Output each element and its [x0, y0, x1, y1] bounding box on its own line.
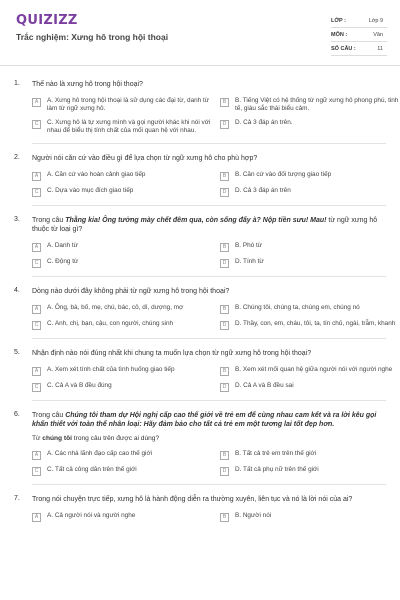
- answer-options: [32, 450, 386, 476]
- answer-option-b[interactable]: [220, 97, 400, 113]
- question-text-before: Trong câu: [32, 412, 66, 419]
- option-text: D. Cả 3 đáp án trên.: [235, 119, 293, 126]
- option-text: C. Động từ: [47, 258, 79, 265]
- question-divider: [32, 143, 386, 144]
- question-3: [0, 216, 400, 277]
- option-letter-box: A: [32, 98, 41, 107]
- question-4: [0, 287, 400, 339]
- option-letter-box: B: [220, 305, 229, 314]
- question-7: [0, 495, 400, 522]
- subprompt-after: trong câu trên được ai dùng?: [71, 435, 160, 442]
- option-text: C. Dựa vào mục đích giao tiếp: [47, 187, 134, 194]
- question-divider: [32, 276, 386, 277]
- question-1: [0, 80, 400, 144]
- question-text: [32, 216, 386, 234]
- option-letter-box: C: [32, 188, 41, 197]
- quizizz-logo: QUIZIZZ: [16, 13, 78, 28]
- option-text: A. Xưng hô trong hội thoại là sử dụng các đại từ, danh từ làm từ ngữ xưng hô.: [47, 97, 210, 112]
- question-number: 6.: [14, 411, 20, 418]
- answer-option-c[interactable]: [32, 320, 212, 330]
- option-text: B. Căn cứ vào đối tượng giao tiếp: [235, 171, 332, 178]
- answer-option-a[interactable]: [32, 171, 212, 181]
- answer-option-b[interactable]: [220, 512, 400, 522]
- option-letter-box: C: [32, 259, 41, 268]
- answer-option-a[interactable]: [32, 366, 212, 376]
- answer-option-a[interactable]: [32, 97, 212, 113]
- option-letter-box: D: [220, 259, 229, 268]
- answer-option-d[interactable]: [220, 187, 400, 197]
- option-letter-box: C: [32, 321, 41, 330]
- question-text: Trong nói chuyện trực tiếp, xưng hô là hành động diễn ra thường xuyên, liên tục và nó là lời nói của ai?: [32, 496, 353, 503]
- option-letter-box: B: [220, 513, 229, 522]
- option-letter-box: B: [220, 243, 229, 252]
- question-subprompt: [32, 435, 386, 442]
- page-title: Trắc nghiệm: Xưng hô trong hội thoại: [16, 32, 169, 42]
- answer-options: [32, 242, 386, 268]
- answer-options: [32, 366, 393, 392]
- option-letter-box: A: [32, 513, 41, 522]
- option-letter-box: C: [32, 120, 41, 129]
- option-text: A. Ông, bà, bố, mẹ, chú, bác, cô, dì, dượng, mợ: [47, 304, 184, 311]
- option-text: B. Người nói: [235, 512, 272, 519]
- option-letter-box: A: [32, 243, 41, 252]
- question-6: [0, 411, 400, 485]
- option-text: A. Cả người nói và người nghe: [47, 512, 136, 519]
- option-letter-box: D: [220, 383, 229, 392]
- answer-option-d[interactable]: [220, 119, 400, 135]
- question-number: 1.: [14, 80, 20, 87]
- question-text: Dòng nào dưới đây không phải từ ngữ xưng hô trong hội thoại?: [32, 288, 230, 295]
- answer-option-d[interactable]: [220, 258, 400, 268]
- answer-options: [32, 512, 386, 522]
- option-text: C. Tất cả công dân trên thế giới: [47, 466, 137, 473]
- question-text: Thế nào là xưng hô trong hội thoại?: [32, 81, 143, 88]
- option-text: B. Chúng tôi, chúng ta, chúng em, chúng nó: [235, 304, 360, 311]
- answer-option-b[interactable]: [220, 366, 400, 376]
- answer-option-b[interactable]: [220, 171, 400, 181]
- meta-row-class: [331, 14, 387, 28]
- option-text: B. Phó từ: [235, 242, 263, 249]
- answer-options: [32, 171, 386, 197]
- question-text: Người nói căn cứ vào điều gì để lựa chọn từ ngữ xưng hô cho phù hợp?: [32, 155, 258, 162]
- option-letter-box: C: [32, 467, 41, 476]
- answer-option-a[interactable]: [32, 304, 212, 314]
- answer-option-d[interactable]: [220, 466, 400, 476]
- option-text: D. Cả A và B đều sai: [235, 382, 294, 389]
- question-number: 2.: [14, 154, 20, 161]
- meta-value: Lớp 9: [368, 17, 383, 24]
- quoted-sentence: Chúng tôi tham dự Hội nghị cấp cao thế giới về trẻ em để cùng nhau cam kết và ra lời kêu gọi khẩn thiết với toàn thể nhân loại: Hãy đảm bảo cho tất cả trẻ em một tương lai tốt đẹp hơn.: [32, 412, 377, 428]
- meta-label: MÔN :: [331, 31, 348, 38]
- option-text: C. Cả A và B đều đúng: [47, 382, 112, 389]
- question-number: 5.: [14, 349, 20, 356]
- option-text: C. Anh, chị, bạn, cậu, con người, chúng sinh: [47, 320, 174, 327]
- question-text: [32, 411, 386, 429]
- option-text: C. Xưng hô là tự xưng mình và gọi người khác khi nói với nhau để biểu thị tính chất của mối quan hệ với nhau.: [47, 119, 211, 134]
- worksheet-header: [0, 0, 400, 66]
- question-number: 7.: [14, 495, 20, 502]
- option-letter-box: D: [220, 467, 229, 476]
- answer-option-c[interactable]: [32, 258, 212, 268]
- question-list: [0, 66, 400, 522]
- answer-option-d[interactable]: [220, 382, 400, 392]
- question-text-after: từ ngữ xưng hô thuộc từ loại gì?: [32, 217, 378, 233]
- option-letter-box: D: [220, 188, 229, 197]
- meta-value: Văn: [373, 31, 383, 38]
- option-text: B. Xem xét mối quan hệ giữa người nói với người nghe: [235, 366, 393, 373]
- meta-row-subject: [331, 28, 387, 42]
- answer-options: [32, 304, 396, 330]
- option-letter-box: A: [32, 305, 41, 314]
- option-letter-box: A: [32, 451, 41, 460]
- question-divider: [32, 484, 386, 485]
- question-divider: [32, 205, 386, 206]
- option-text: D. Thầy, con, em, cháu, tôi, ta, tín chủ, ngài, trẫm, khanh: [235, 320, 396, 327]
- question-number: 3.: [14, 216, 20, 223]
- question-divider: [32, 338, 386, 339]
- answer-option-d[interactable]: [220, 320, 400, 330]
- option-letter-box: A: [32, 172, 41, 181]
- option-text: D. Cả 3 đáp án trên: [235, 187, 291, 194]
- answer-option-a[interactable]: [32, 242, 212, 252]
- question-divider: [32, 400, 386, 401]
- answer-option-a[interactable]: [32, 512, 212, 522]
- meta-box: [331, 14, 387, 56]
- answer-option-b[interactable]: [220, 242, 400, 252]
- option-letter-box: B: [220, 172, 229, 181]
- option-letter-box: A: [32, 367, 41, 376]
- meta-value: 11: [377, 45, 383, 52]
- question-number: 4.: [14, 287, 20, 294]
- option-text: A. Danh từ: [47, 242, 78, 249]
- question-2: [0, 154, 400, 206]
- option-text: A. Xem xét tính chất của tình huống giao tiếp: [47, 366, 175, 373]
- answer-options: [32, 97, 399, 135]
- meta-label: SỐ CÂU :: [331, 45, 356, 52]
- option-text: A. Các nhà lãnh đạo cấp cao thế giới: [47, 450, 153, 457]
- answer-option-a[interactable]: [32, 450, 212, 460]
- option-letter-box: B: [220, 451, 229, 460]
- meta-row-count: [331, 42, 387, 56]
- option-text: D. Tính từ: [235, 258, 264, 265]
- option-letter-box: C: [32, 383, 41, 392]
- subprompt-before: Từ: [32, 435, 43, 442]
- question-5: [0, 349, 400, 401]
- meta-label: LỚP :: [331, 17, 346, 24]
- answer-option-c[interactable]: [32, 382, 212, 392]
- answer-option-b[interactable]: [220, 450, 400, 460]
- option-text: D. Tất cả phụ nữ trên thế giới: [235, 466, 319, 473]
- question-text: Nhận định nào nói đúng nhất khi chung ta muốn lựa chọn từ ngữ xưng hô trong hội thoại?: [32, 350, 312, 357]
- option-letter-box: B: [220, 98, 229, 107]
- subprompt-bold: chúng tôi: [42, 435, 72, 442]
- option-text: B. Tiếng Việt có hệ thống từ ngữ xưng hô phong phú, tinh tế, giàu sắc thái biểu cảm.: [235, 97, 399, 112]
- quoted-sentence: Thằng kia! Ông tưởng mày chết đêm qua, còn sống đấy à? Nộp tiền sưu! Mau!: [65, 217, 327, 224]
- answer-option-c[interactable]: [32, 119, 212, 135]
- option-letter-box: D: [220, 321, 229, 330]
- option-text: B. Tất cả trẻ em trên thế giới: [235, 450, 317, 457]
- answer-option-c[interactable]: [32, 466, 212, 476]
- answer-option-b[interactable]: [220, 304, 400, 314]
- option-letter-box: B: [220, 367, 229, 376]
- option-letter-box: D: [220, 120, 229, 129]
- question-text-before: Trong câu: [32, 217, 66, 224]
- option-text: A. Căn cứ vào hoàn cảnh giao tiếp: [47, 171, 146, 178]
- answer-option-c[interactable]: [32, 187, 212, 197]
